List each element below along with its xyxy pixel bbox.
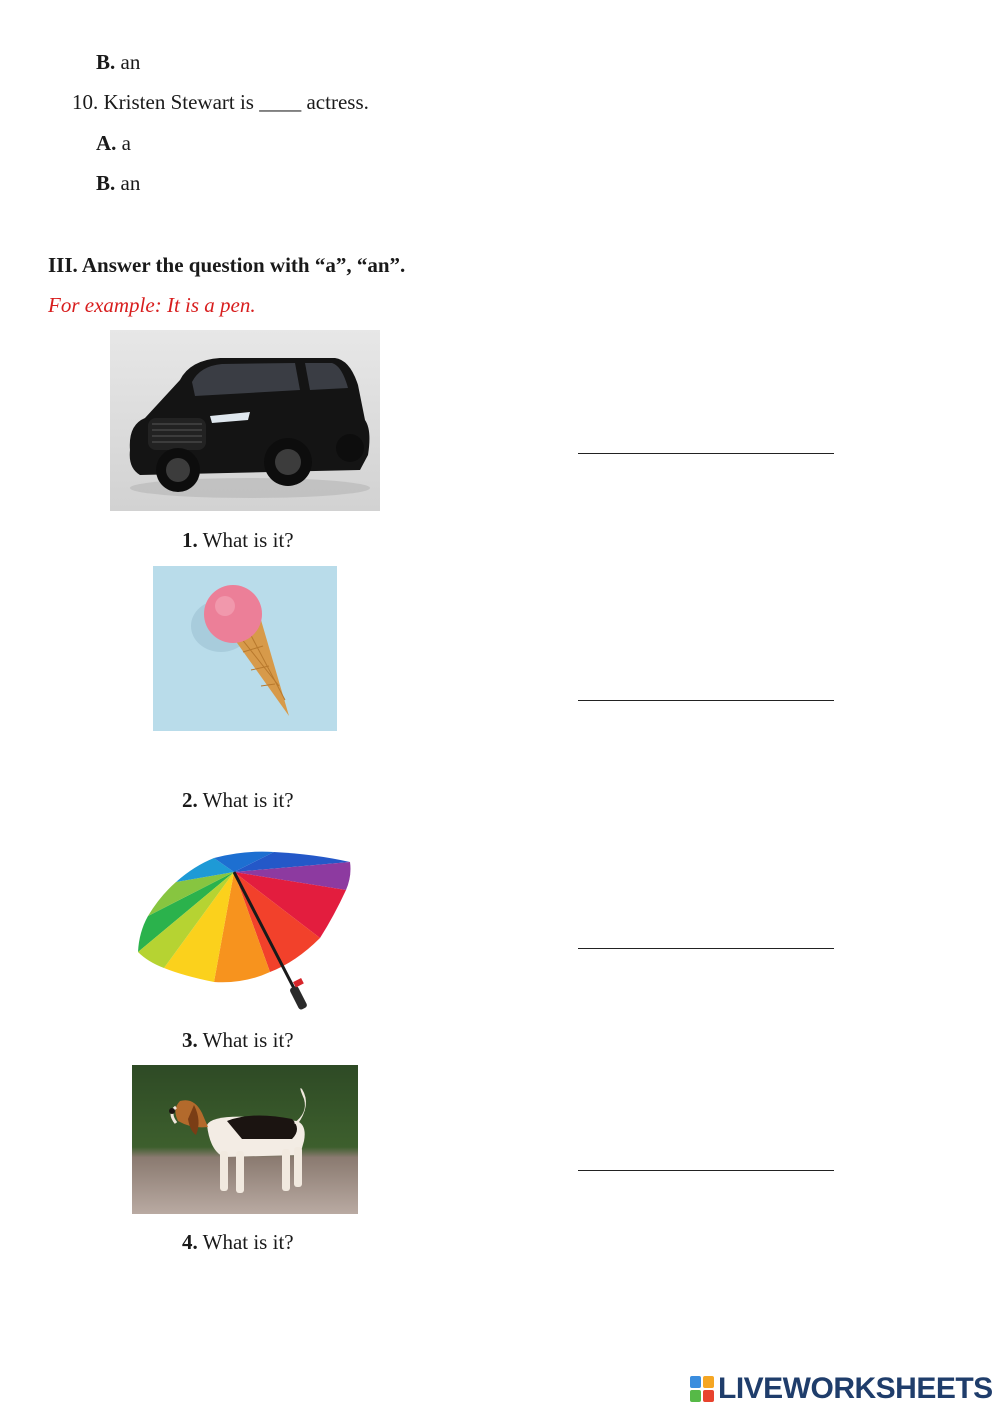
option-letter: B. — [96, 50, 116, 74]
option-text: an — [120, 171, 141, 195]
item-number: 4. — [182, 1230, 198, 1254]
item-question-text: What is it? — [202, 1028, 294, 1052]
brand-name: LIVEWORKSHEETS — [718, 1372, 993, 1405]
item-4-question — [182, 1230, 294, 1254]
option-b-prev — [96, 50, 140, 74]
item-3-question — [182, 1028, 294, 1052]
item-number: 1. — [182, 528, 198, 552]
question-10: 10. Kristen Stewart is ____ actress. — [72, 90, 369, 114]
option-letter: A. — [96, 131, 117, 155]
example-text: For example: It is a pen. — [48, 293, 256, 317]
option-text: an — [120, 50, 141, 74]
answer-line-3[interactable] — [578, 948, 834, 949]
item-question-text: What is it? — [202, 788, 294, 812]
answer-line-1[interactable] — [578, 453, 834, 454]
liveworksheets-logo[interactable] — [690, 1372, 993, 1406]
umbrella-image — [134, 826, 354, 1012]
ice-cream-illustration — [153, 566, 337, 731]
car-image — [110, 330, 380, 511]
umbrella-illustration — [134, 826, 354, 1012]
option-text: a — [121, 131, 131, 155]
car-illustration — [110, 330, 380, 511]
option-a — [96, 131, 131, 155]
option-b — [96, 171, 140, 195]
item-question-text: What is it? — [202, 1230, 294, 1254]
section-heading: III. Answer the question with “a”, “an”. — [48, 253, 406, 277]
option-letter: B. — [96, 171, 116, 195]
ice-cream-image — [153, 566, 337, 731]
dog-illustration — [132, 1065, 358, 1214]
answer-line-2[interactable] — [578, 700, 834, 701]
item-number: 2. — [182, 788, 198, 812]
item-1-question — [182, 528, 294, 552]
logo-squares-icon — [690, 1376, 714, 1402]
answer-line-4[interactable] — [578, 1170, 834, 1171]
dog-image — [132, 1065, 358, 1214]
item-question-text: What is it? — [202, 528, 294, 552]
item-2-question — [182, 788, 294, 812]
item-number: 3. — [182, 1028, 198, 1052]
